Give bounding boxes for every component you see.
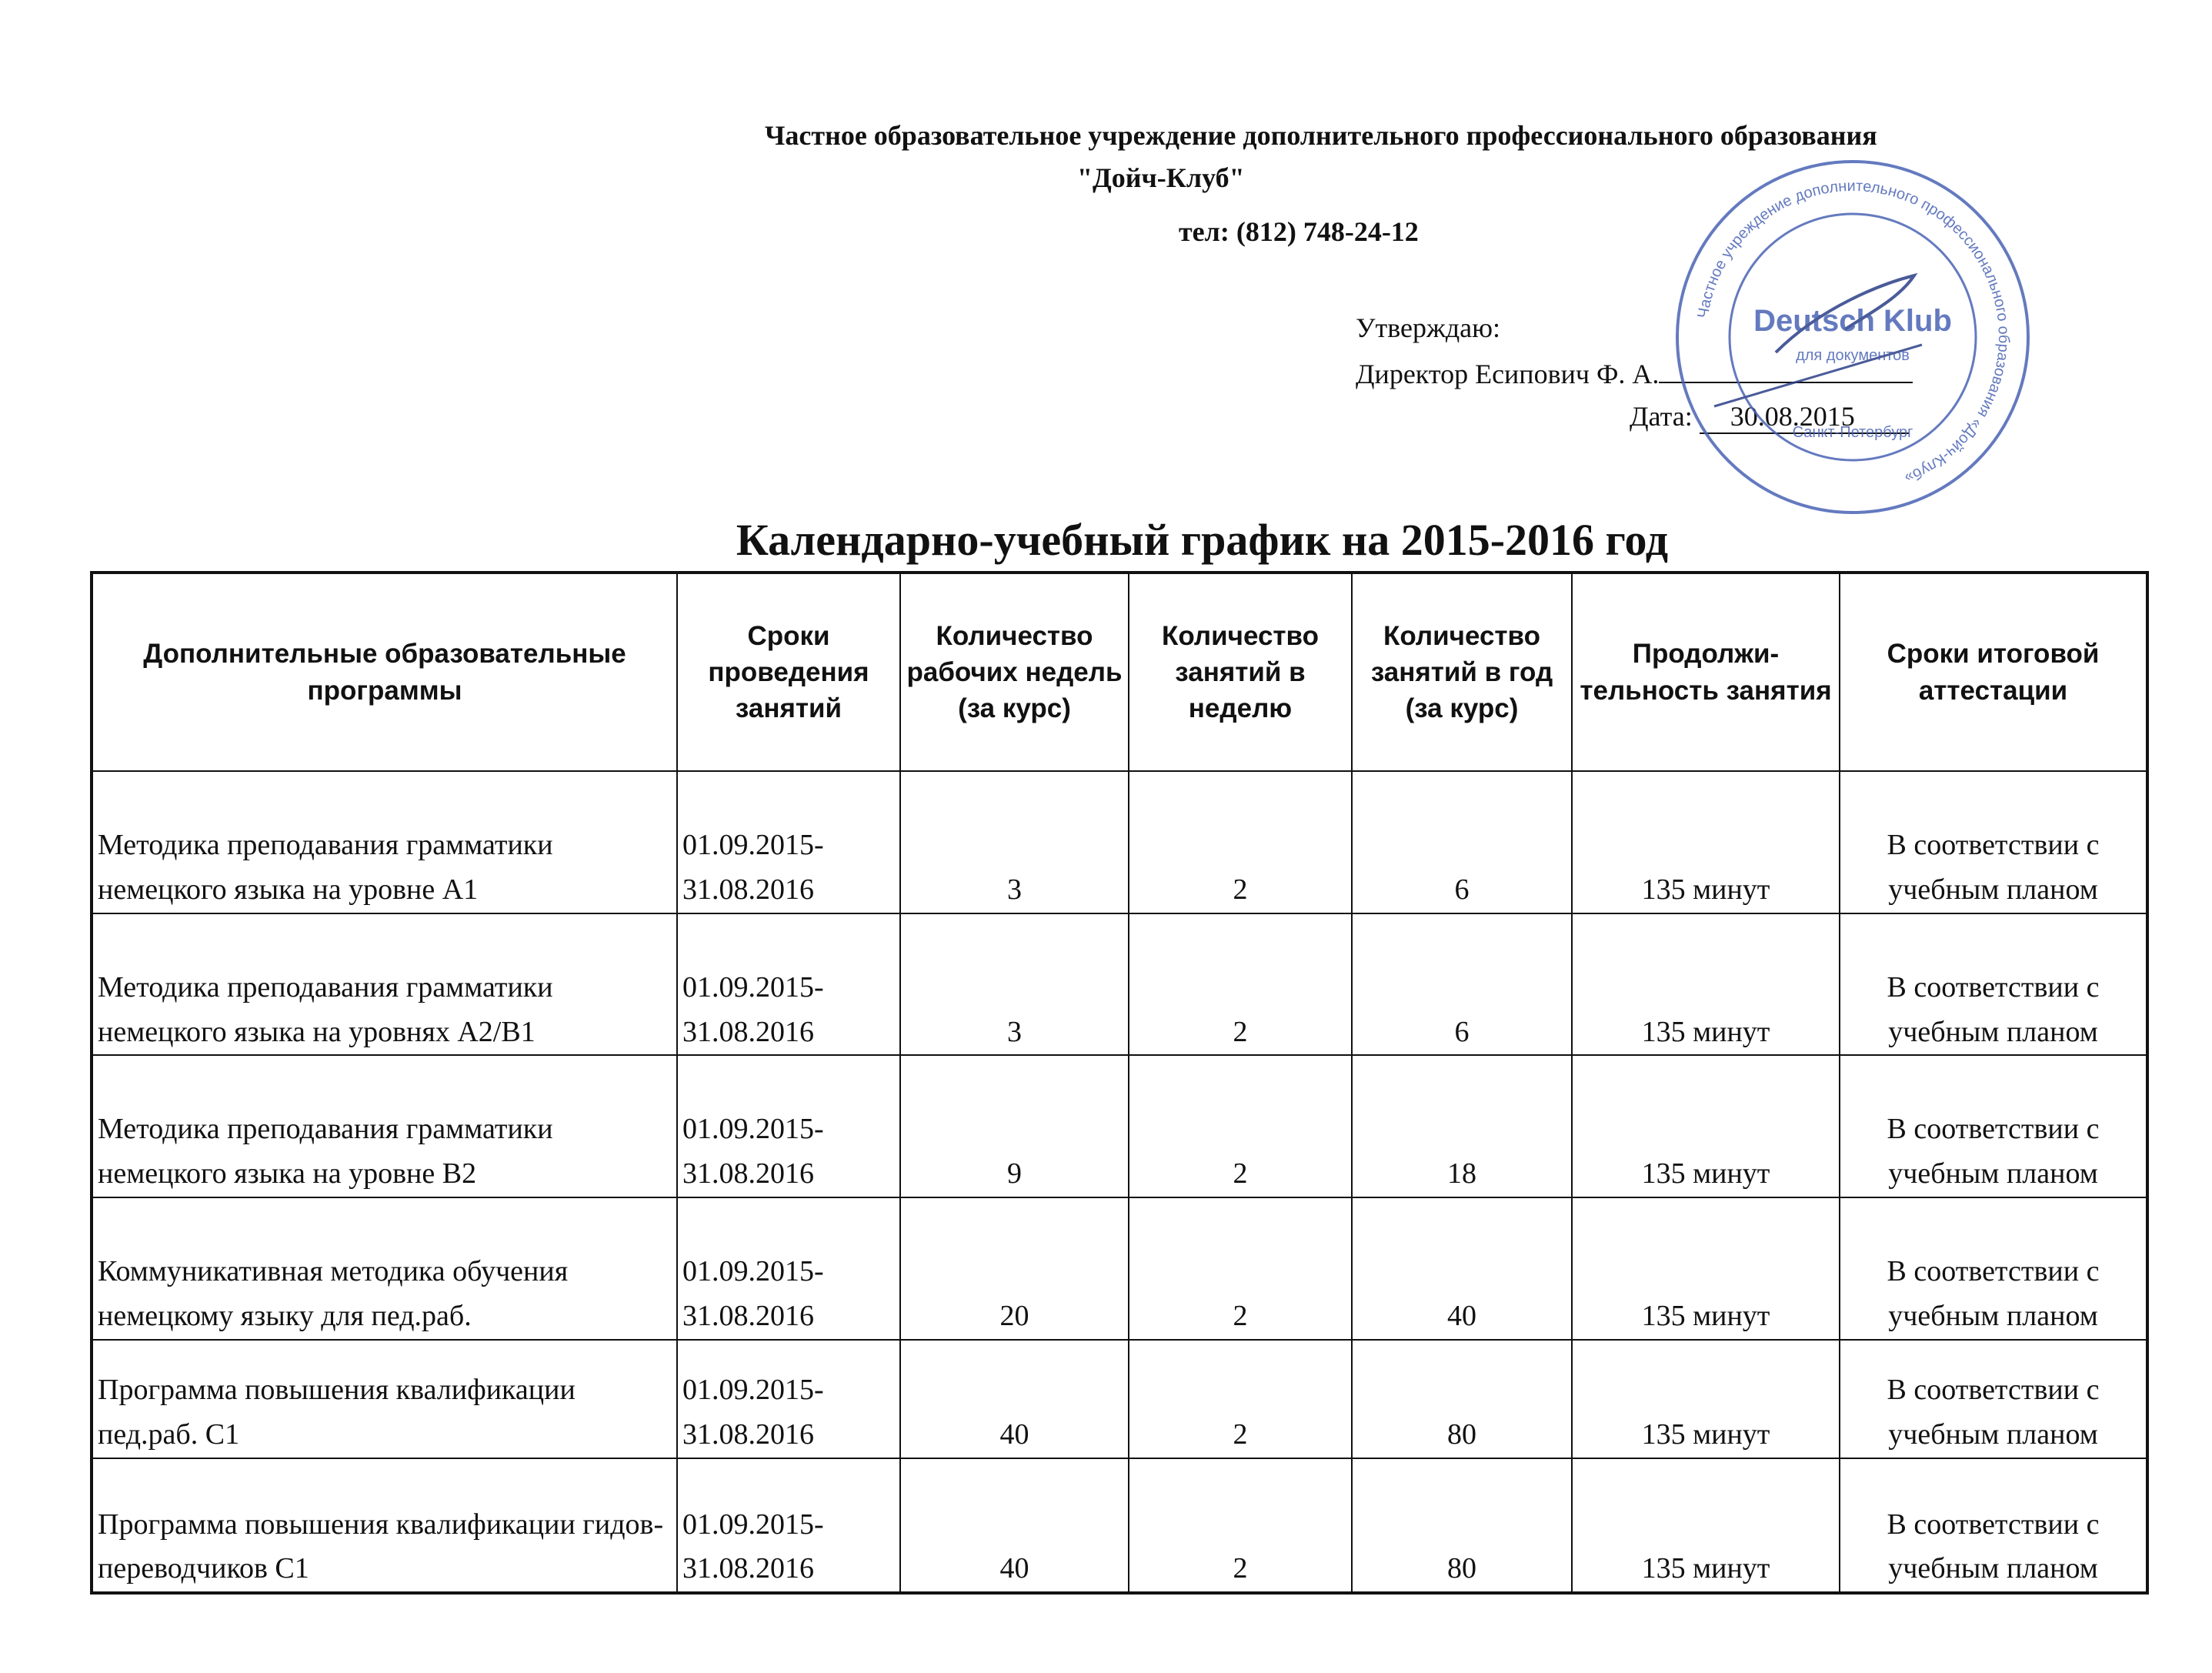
cell-dates: 01.09.2015- 31.08.2016 <box>677 1197 900 1340</box>
cell-weeks: 3 <box>900 771 1129 913</box>
cell-program: Методика преподавания грамматики немецкого языка на уровнях А2/В1 <box>92 913 677 1056</box>
cell-duration: 135 минут <box>1572 913 1840 1056</box>
cell-per-year: 6 <box>1352 771 1572 913</box>
header-certification: Сроки итоговой аттестации <box>1840 573 2147 771</box>
cell-weeks: 40 <box>900 1340 1129 1458</box>
cell-certification: В соответствии с учебным планом <box>1840 1055 2147 1197</box>
cell-dates: 01.09.2015- 31.08.2016 <box>677 913 900 1056</box>
cell-weeks: 40 <box>900 1458 1129 1594</box>
cell-dates: 01.09.2015- 31.08.2016 <box>677 1458 900 1594</box>
table-row <box>92 913 2147 1056</box>
cell-per-week: 2 <box>1129 1458 1352 1594</box>
schedule-table <box>90 571 2149 1595</box>
cell-duration: 135 минут <box>1572 1055 1840 1197</box>
cell-certification: В соответствии с учебным планом <box>1840 1197 2147 1340</box>
cell-per-year: 80 <box>1352 1340 1572 1458</box>
cell-duration: 135 минут <box>1572 1197 1840 1340</box>
header-duration: Продолжи-тельность занятия <box>1572 573 1840 771</box>
cell-dates: 01.09.2015- 31.08.2016 <box>677 771 900 913</box>
cell-program: Методика преподавания грамматики немецкого языка на уровне В2 <box>92 1055 677 1197</box>
header-per-week: Количество занятий в неделю <box>1129 573 1352 771</box>
cell-dates: 01.09.2015- 31.08.2016 <box>677 1055 900 1197</box>
organization-name: Частное образовательное учреждение дополнительного профессионального образования <box>765 120 1877 151</box>
stamp-city: Санкт-Петербург <box>1792 424 1913 441</box>
cell-dates: 01.09.2015- 31.08.2016 <box>677 1340 900 1458</box>
cell-per-week: 2 <box>1129 771 1352 913</box>
cell-certification: В соответствии с учебным планом <box>1840 1458 2147 1594</box>
header-weeks: Количество рабочих недель (за курс) <box>900 573 1129 771</box>
table-row <box>92 771 2147 913</box>
cell-per-week: 2 <box>1129 1055 1352 1197</box>
cell-per-week: 2 <box>1129 913 1352 1056</box>
table-row <box>92 1340 2147 1458</box>
cell-program: Коммуникативная методика обучения немецкому языку для пед.раб. <box>92 1197 677 1340</box>
cell-per-year: 80 <box>1352 1458 1572 1594</box>
header-dates: Сроки проведения занятий <box>677 573 900 771</box>
cell-certification: В соответствии с учебным планом <box>1840 771 2147 913</box>
approval-label: Утверждаю: <box>1356 312 1501 343</box>
cell-certification: В соответствии с учебным планом <box>1840 1340 2147 1458</box>
header-programs: Дополнительные образовательные программы <box>92 573 677 771</box>
phone-number: тел: (812) 748-24-12 <box>1179 216 1419 247</box>
cell-per-year: 40 <box>1352 1197 1572 1340</box>
cell-duration: 135 минут <box>1572 1458 1840 1594</box>
table-row <box>92 1197 2147 1340</box>
stamp-subtitle: для документов <box>1796 347 1910 364</box>
cell-duration: 135 минут <box>1572 771 1840 913</box>
date-label: Дата: <box>1630 401 1693 432</box>
cell-weeks: 20 <box>900 1197 1129 1340</box>
cell-per-week: 2 <box>1129 1197 1352 1340</box>
table-row <box>92 1458 2147 1594</box>
header-per-year: Количество занятий в год (за курс) <box>1352 573 1572 771</box>
stamp-ring-text: Частное учреждение дополнительного профессионального образования «Дойч-Клуб» <box>1694 177 2013 487</box>
organization-stamp <box>1668 152 2037 522</box>
cell-per-year: 18 <box>1352 1055 1572 1197</box>
page-title: Календарно-учебный график на 2015-2016 год <box>736 515 1669 565</box>
cell-per-year: 6 <box>1352 913 1572 1056</box>
table-row <box>92 1055 2147 1197</box>
director-name: Директор Есипович Ф. А. <box>1356 359 1660 389</box>
table-header-row <box>92 573 2147 771</box>
cell-program: Программа повышения квалификации пед.раб. С1 <box>92 1340 677 1458</box>
cell-program: Программа повышения квалификации гидов-переводчиков С1 <box>92 1458 677 1594</box>
stamp-center-text: Deutsch Klub <box>1753 304 1952 338</box>
cell-certification: В соответствии с учебным планом <box>1840 913 2147 1056</box>
organization-short-name: "Дойч-Клуб" <box>1077 162 1245 193</box>
date-value: 30.08.2015 <box>1700 400 1909 434</box>
cell-weeks: 3 <box>900 913 1129 1056</box>
cell-per-week: 2 <box>1129 1340 1352 1458</box>
cell-program: Методика преподавания грамматики немецкого языка на уровне А1 <box>92 771 677 913</box>
cell-weeks: 9 <box>900 1055 1129 1197</box>
cell-duration: 135 минут <box>1572 1340 1840 1458</box>
